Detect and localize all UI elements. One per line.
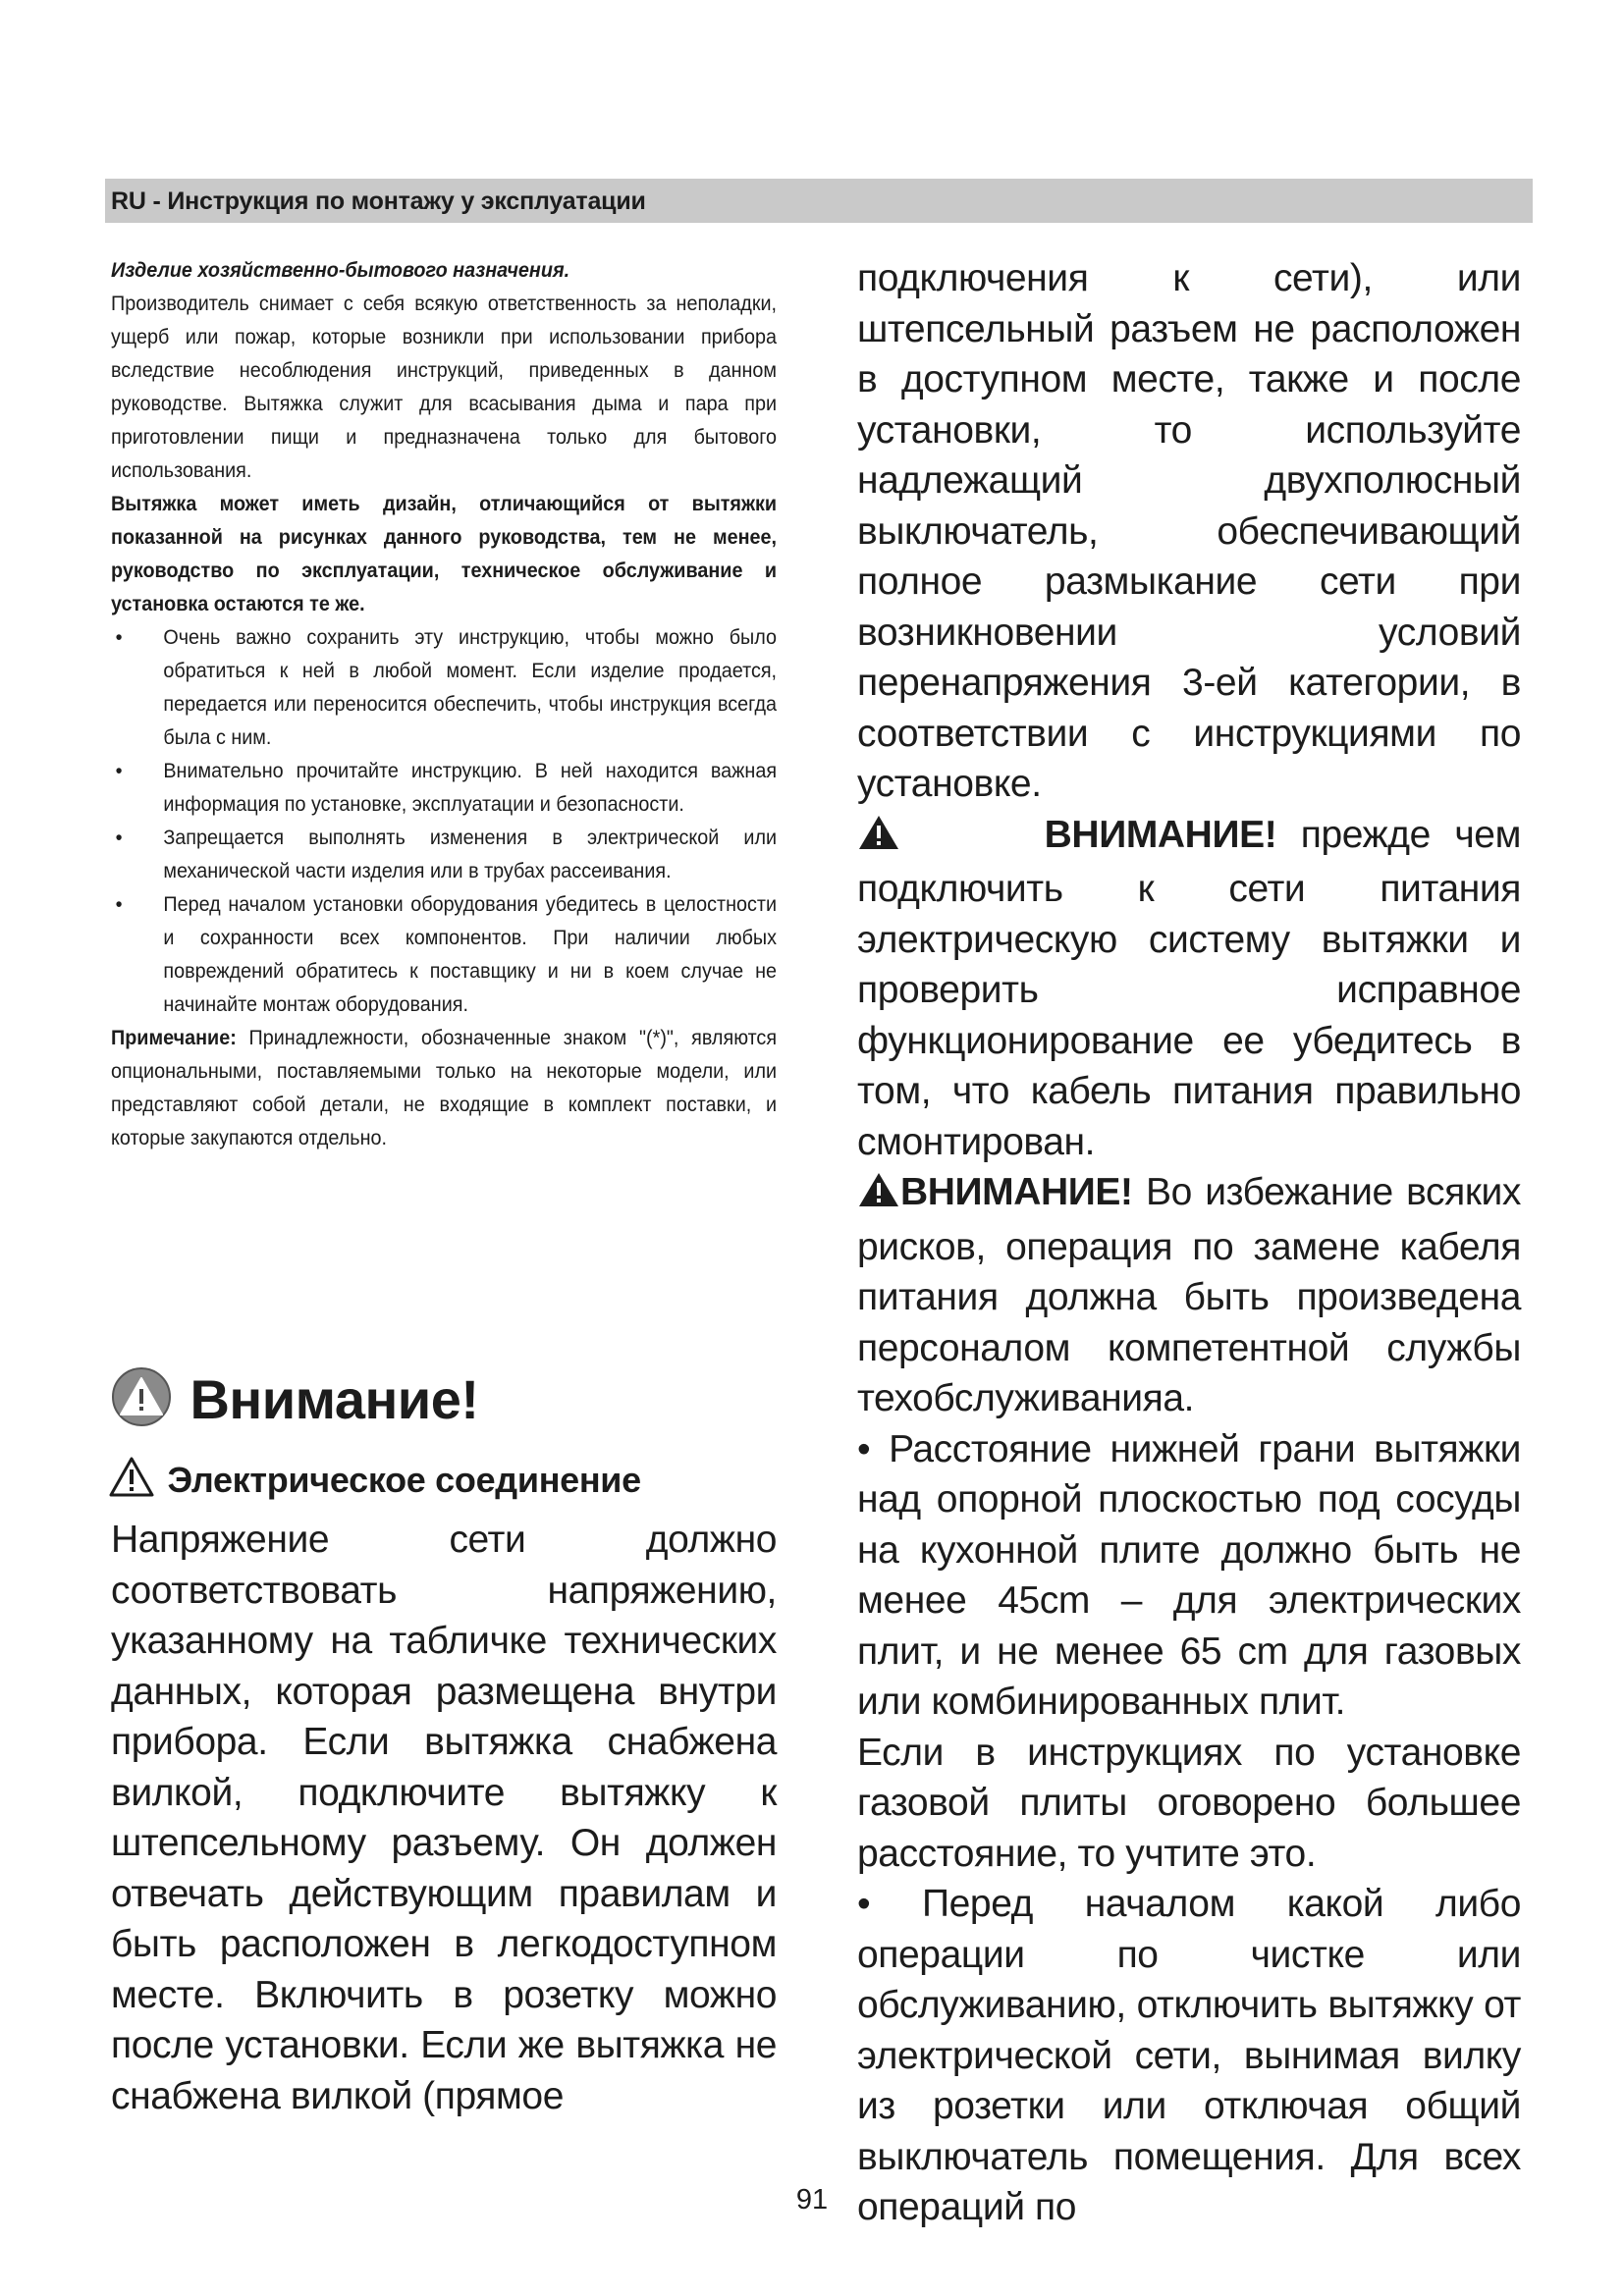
section-header (105, 179, 1533, 223)
warning-text: Во избежание всяких рисков, операция по замене кабеля питания должна быть произведена персоналом компетентной службы техобслуживанияа. (857, 1171, 1521, 1419)
cleaning-paragraph: • Перед началом какой либо операции по чистке или обслуживанию, отключить вытяжку от электрической сети, вынимая вилку из розетки или отключая общий выключатель помещения. Для всех операций по (857, 1883, 1521, 2228)
list-item: • Перед началом установки оборудования убедитесь в целостности и сохранности всех компонентов. При наличии любых повреждений обратитесь к поставщику и ни в коем случае не начинайте монтаж оборудования. (111, 887, 777, 1021)
section-title: RU - Инструкция по монтажу у эксплуатации (111, 187, 646, 215)
intro-paragraph (111, 253, 777, 487)
design-notice: Вытяжка может иметь дизайн, отличающийся от вытяжки показанной на рисунках данного руководства, тем не менее, руководство по эксплуатации, техническое обслуживание и установка остаются те же. (111, 492, 778, 615)
warning-label: ВНИМАНИЕ! (1044, 813, 1277, 856)
electrical-heading-text: Электрическое соединение (167, 1459, 641, 1500)
intro-lead: Изделие хозяйственно-бытового назначения. (111, 258, 570, 282)
intro-text: Производитель снимает с себя всякую ответственность за неполадки, ущерб или пожар, которые возникли при использовании прибора вследствие несоблюдения инструкций, приведенных в данном руководстве. Вытяжка служит для всасывания дыма и пара при приготовлении пищи и предназначена только для бытового использования. (111, 292, 778, 482)
warning-label: ВНИМАНИЕ! (900, 1171, 1133, 1213)
electrical-heading (108, 1456, 641, 1507)
note-text: Принадлежности, обозначенные знаком "(*)", являются опциональными, поставляемыми только на некоторые модели, или представляют собой детали, не входящие в комплект поставки, и которые закупаются отдельно. (111, 1026, 778, 1149)
electrical-paragraph (111, 1515, 777, 2121)
warning-circle-icon (111, 1366, 172, 1432)
note-paragraph (111, 1021, 777, 1154)
note-label: Примечание: (111, 1026, 237, 1049)
warning-heading-text: Внимание! (189, 1368, 479, 1430)
warning-heading (111, 1366, 479, 1435)
warning-triangle-icon (108, 1456, 155, 1504)
warning-triangle-icon (857, 1171, 900, 1222)
warning-triangle-icon (857, 814, 900, 865)
intro-block (111, 253, 777, 1154)
warning-text: прежде чем подключить к сети питания электрическую систему вытяжки и проверить исправное функционирование ее убедитесь в том, что кабель питания правильно смонтирован. (857, 813, 1521, 1163)
continuation-paragraph: подключения к сети), или штепсельный разъем не расположен в доступном месте, также и после установки, то используйте надлежащий двухполюсный выключатель, обеспечивающий полное размыкание сети при возникновении условий перенапряжения 3-ей категории, в соответствии с инструкциями по установке. (857, 257, 1521, 805)
distance-paragraph: • Расстояние нижней грани вытяжки над опорной плоскостью под сосуды на кухонной плите должно быть не менее 45cm – для электрических плит, и не менее 65 cm для газовых или комбинированных плит. (857, 1427, 1521, 1723)
warning-paragraph-2 (857, 1167, 1521, 1424)
bullet-list (111, 620, 777, 1021)
page-number: 91 (795, 2184, 829, 2216)
warning-paragraph-1 (857, 810, 1521, 1168)
right-column (857, 253, 1521, 2233)
list-item: • Очень важно сохранить эту инструкцию, чтобы можно было обратиться к ней в любой момент. Если изделие продается, передается или переносится обеспечить, чтобы инструкция всегда была с ним. (111, 620, 777, 754)
list-item: • Запрещается выполнять изменения в электрической или механической части изделия или в трубах рассеивания. (111, 821, 777, 887)
list-item: • Внимательно прочитайте инструкцию. В ней находится важная информация по установке, эксплуатации и безопасности. (111, 754, 777, 821)
left-column (111, 253, 777, 1154)
electrical-text: Напряжение сети должно соответствовать напряжению, указанному на табличке технических данных, которая размещена внутри прибора. Если вытяжка снабжена вилкой, подключите вытяжку к штепсельному разъему. Он должен отвечать действующим правилам и быть расположен в легкодоступном месте. Включить в розетку можно после установки. Если же вытяжка не снабжена вилкой (прямое (111, 1519, 777, 2117)
gas-paragraph: Если в инструкциях по установке газовой плиты оговорено большее расстояние, то учтите это. (857, 1731, 1521, 1875)
